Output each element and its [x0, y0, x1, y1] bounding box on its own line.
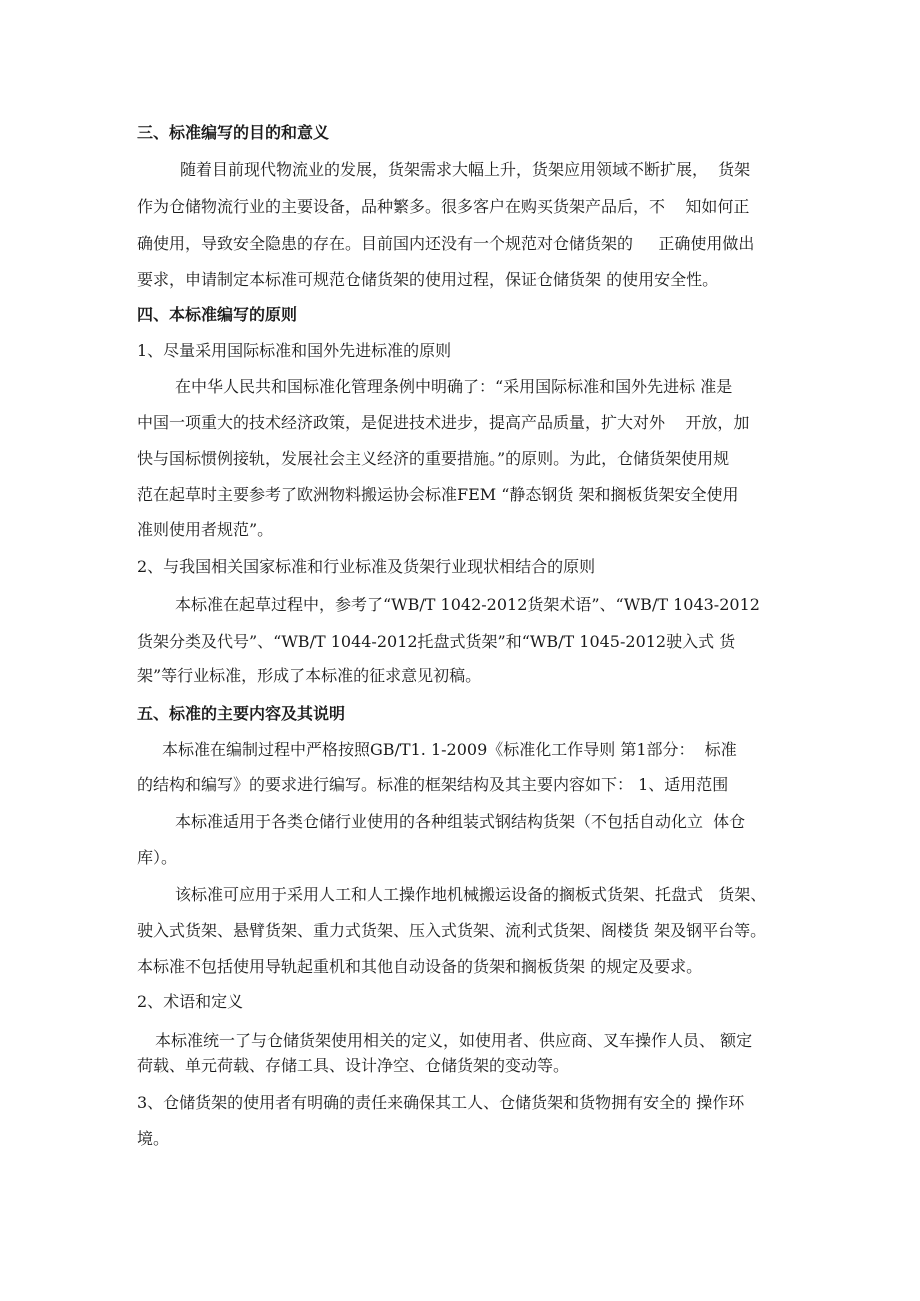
paragraph-line: 中国一项重大的技术经济政策，是促进技术进步，提高产品质量，扩大对外 开放，加: [137, 413, 750, 432]
paragraph-line: 本标准适用于各类仓储行业使用的各种组装式钢结构货架（不包括自动化立 体仓: [175, 812, 746, 831]
subheading-3: 3、仓储货架的使用者有明确的责任来确保其工人、仓储货架和货物拥有安全的 操作环: [137, 1093, 745, 1112]
paragraph-line: 快与国标惯例接轨，发展社会主义经济的重要措施。”的原则。为此，仓储货架使用规: [137, 449, 730, 468]
paragraph-line: 本标准不包括使用导轨起重机和其他自动设备的货架和搁板货架 的规定及要求。: [137, 957, 703, 976]
paragraph-line: 境。: [137, 1129, 170, 1148]
paragraph-line: 架”等行业标准，形成了本标准的征求意见初稿。: [137, 666, 482, 685]
paragraph-line: 准则使用者规范”。: [137, 520, 274, 539]
paragraph-line: 驶入式货架、悬臂货架、重力式货架、压入式货架、流利式货架、阁楼货 架及钢平台等。: [137, 921, 767, 940]
paragraph-line: 该标准可应用于采用人工和人工操作地机械搬运设备的搁板式货架、托盘式 货架、: [175, 885, 767, 904]
section-heading-5: 五、标准的主要内容及其说明: [137, 704, 346, 723]
paragraph-line: 的结构和编写》的要求进行编写。标准的框架结构及其主要内容如下： 1、适用范围: [137, 775, 729, 794]
paragraph-line: 作为仓储物流行业的主要设备，品种繁多。很多客户在购买货架产品后，不 知如何正: [137, 197, 750, 216]
paragraph-line: 确使用，导致安全隐患的存在。目前国内还没有一个规范对仓储货架的 正确使用做出: [137, 234, 755, 253]
paragraph-line: 荷载、单元荷载、存储工具、设计净空、仓储货架的变动等。: [137, 1056, 570, 1075]
paragraph-line: 随着目前现代物流业的发展，货架需求大幅上升，货架应用领域不断扩展， 货架: [180, 160, 751, 179]
paragraph-line: 范在起草时主要参考了欧洲物料搬运协会标准FEM “静态钢货 架和搁板货架安全使用: [137, 485, 739, 504]
paragraph-line: 货架分类及代号”、“WB/T 1044-2012托盘式货架”和“WB/T 1045-2012驶入式 货: [137, 632, 736, 651]
paragraph-line: 要求，申请制定本标准可规范仓储货架的使用过程，保证仓储货架 的使用安全性。: [137, 270, 719, 289]
paragraph-line: 库）。: [137, 848, 178, 867]
subheading-1: 1、尽量采用国际标准和国外先进标准的原则: [137, 341, 452, 360]
paragraph-line: 本标准在编制过程中严格按照GB/T1. 1-2009《标准化工作导则 第1部分： 标准: [162, 740, 737, 759]
subheading-2: 2、与我国相关国家标准和行业标准及货架行业现状相结合的原则: [137, 557, 596, 576]
section-heading-4: 四、本标准编写的原则: [137, 305, 298, 324]
section-heading-3: 三、标准编写的目的和意义: [137, 123, 330, 142]
paragraph-line: 本标准在起草过程中，参考了“WB/T 1042-2012货架术语”、“WB/T 1043-2012: [175, 595, 760, 614]
paragraph-line: 本标准统一了与仓储货架使用相关的定义，如使用者、供应商、叉车操作人员、 额定: [155, 1031, 753, 1050]
paragraph-line: 在中华人民共和国标准化管理条例中明确了：“采用国际标准和国外先进标 准是: [175, 377, 733, 396]
subheading-2: 2、术语和定义: [137, 992, 244, 1011]
